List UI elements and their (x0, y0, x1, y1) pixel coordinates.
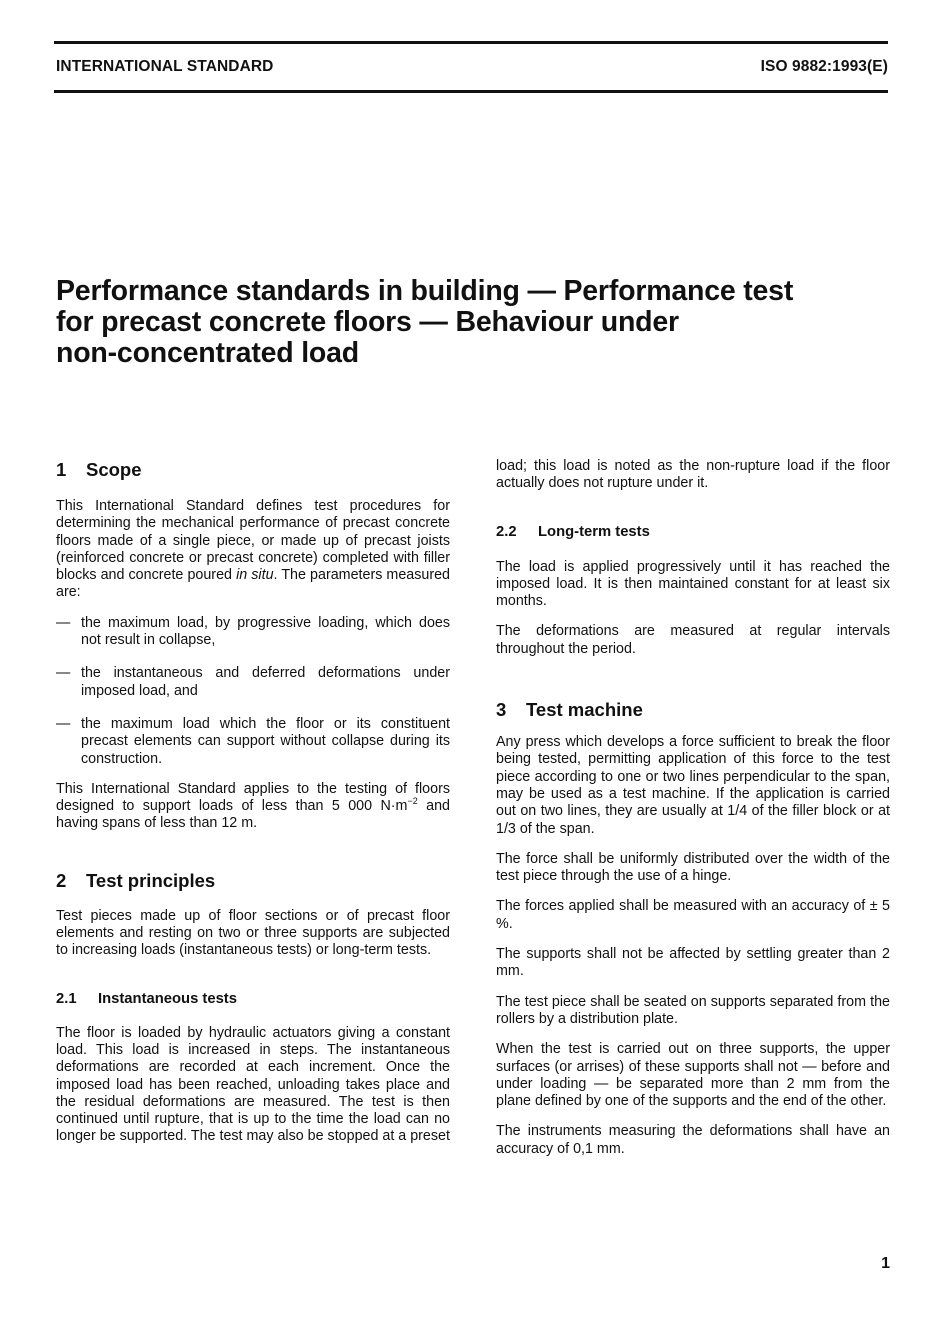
instantaneous-paragraph: The floor is loaded by hydraulic actuators giving a constant load. This load is increased in steps. The instantaneous deformations are recorded at each increment. Once the imposed load has been reached, unloading takes place and the residual deformations are measured. The test is then continued until rupture, that is up to the time the load can no longer be supported. The test may also be stopped at a preset (56, 1024, 450, 1145)
machine-paragraph-7: The instruments measuring the deformations shall have an accuracy of 0,1 mm. (496, 1123, 890, 1157)
header-standard-number: ISO 9882:1993(E) (760, 58, 888, 75)
list-item: — the instantaneous and deferred deformations under imposed load, and (56, 665, 450, 700)
machine-paragraph-2: The force shall be uniformly distributed over the width of the test piece through the use of a hinge. (496, 850, 890, 885)
document-title (56, 276, 896, 369)
list-item: — the maximum load, by progressive loading, which does not result in collapse, (56, 615, 450, 650)
scope-paragraph-1: This International Standard defines test procedures for determining the mechanical performance of precast concrete floors made of a single piece, or made up of precast joists (reinforced concrete or precast concrete) completed with filler blocks and concrete poured in situ. The parameters measured are: (56, 498, 451, 601)
machine-paragraph-6: When the test is carried out on three supports, the upper surfaces (or arrises) of these supports shall not — before and under loading — be separated more than 2 mm from the plane defined by one of the supports and the end of the other. (496, 1041, 890, 1110)
section-1-heading: 1 Scope (56, 459, 142, 480)
title-line-2: for precast concrete floors — Behaviour under (56, 306, 679, 338)
longterm-paragraph-2: The deformations are measured at regular intervals throughout the period. (496, 623, 890, 657)
left-column (56, 458, 450, 1159)
title-line-1: Performance standards in building — Performance test (56, 275, 794, 307)
principles-paragraph: Test pieces made up of floor sections or of precast floor elements and resting on two or three supports are subjected to increasing loads (instantaneous tests) or long-term tests. (56, 907, 450, 959)
title-line-3: non-concentrated load (56, 337, 359, 369)
scope-parameter-list (56, 615, 450, 768)
page-number: 1 (881, 1255, 890, 1272)
machine-paragraph-3: The forces applied shall be measured with an accuracy of ± 5 %. (496, 898, 890, 932)
section-3-heading: 3 Test machine (496, 699, 643, 721)
machine-paragraph-4: The supports shall not be affected by settling greater than 2 mm. (496, 946, 890, 980)
machine-paragraph-5: The test piece shall be seated on supports separated from the rollers by a distribution plate. (496, 993, 890, 1027)
longterm-paragraph-1: The load is applied progressively until it has reached the imposed load. It is then maintained constant for at least six months. (496, 558, 890, 610)
right-column (496, 458, 890, 1171)
header-bottom-rule (54, 90, 888, 93)
header-top-rule (54, 41, 888, 44)
instantaneous-continuation: load; this load is noted as the non-rupture load if the floor actually does not rupture under it. (496, 458, 890, 492)
machine-paragraph-1: Any press which develops a force sufficient to break the floor being tested, permitting application of this force to the test piece according to one or two lines perpendicular to the span, may be used as a test machine. If the application is carried out on two lines, they are usually at 1/4 of the filler block or at 1/3 of the span. (496, 734, 890, 837)
list-item: — the maximum load which the floor or its constituent precast elements can support without collapse during its construction. (56, 716, 450, 768)
header-standard-type: INTERNATIONAL STANDARD (56, 58, 274, 75)
section-2-2-heading: 2.2 Long-term tests (496, 523, 650, 540)
scope-paragraph-2: This International Standard applies to the testing of floors designed to support loads of less than 5 000 $N\cdot m^{-2}$ and having spans of less than 12 m. (56, 780, 450, 832)
section-2-heading: 2 Test principles (56, 869, 216, 891)
section-2-1-heading: 2.1 Instantaneous tests (56, 990, 237, 1007)
